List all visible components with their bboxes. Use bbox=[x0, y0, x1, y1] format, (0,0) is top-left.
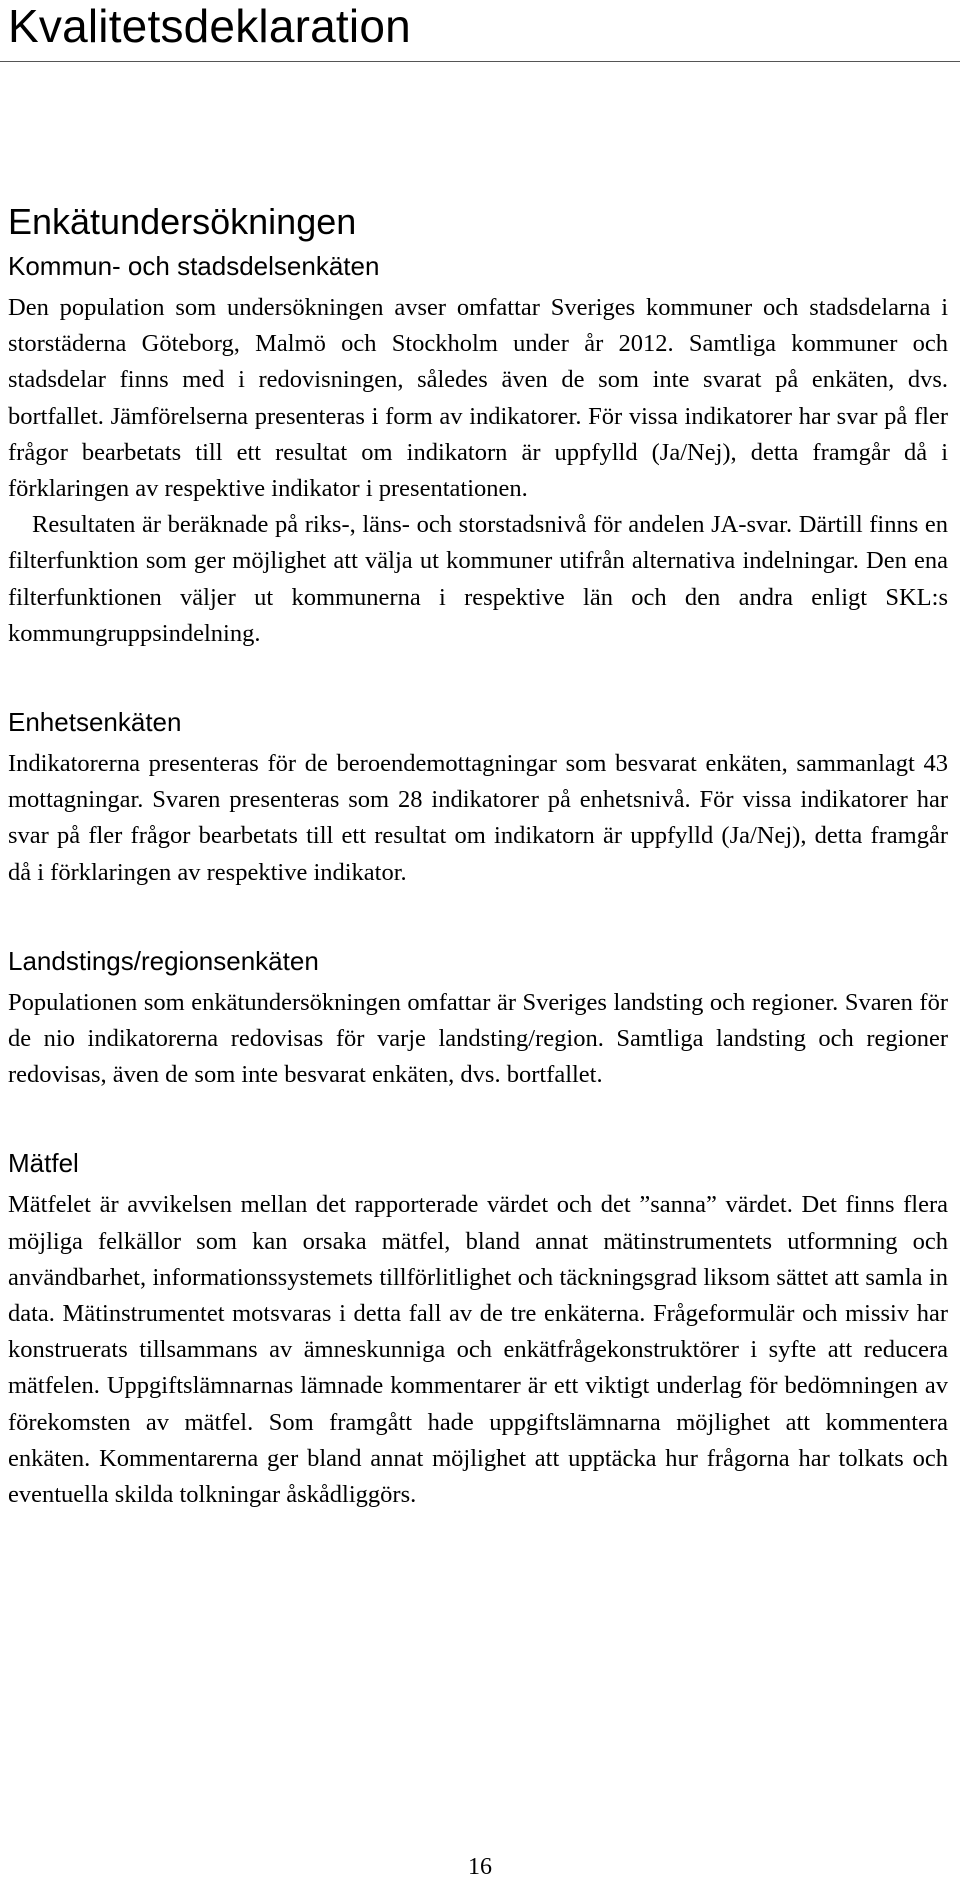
paragraph-matfel-1: Mätfelet är avvikelsen mellan det rapporterade värdet och det ”sanna” värdet. Det finns flera möjliga felkällor som kan orsaka mätfel, bland annat mätinstrumentets utformning och användbarhet, informationssystemets tillförlitlighet och täckningsgrad liksom sättet att samla in data. Mätinstrumentet motsvaras i detta fall av de tre enkäterna. Frågeformulär och missiv har konstruerats tillsammans av ämneskunniga och enkätfrågekonstruktörer i syfte att reducera mätfelen. Uppgiftslämnarnas lämnade kommentarer är ett viktigt underlag för bedömningen av förekomsten av mätfel. Som framgått hade uppgiftslämnarna möjlighet att kommentera enkäten. Kommentarerna ger bland annat möjlighet att upptäcka hur frågorna har tolkats och eventuella skilda tolkningar åskådliggörs. bbox=[8, 1191, 948, 1509]
paragraph-enhet-1: Indikatorerna presenteras för de beroendemottagningar som besvarat enkäten, sammanlagt 43 mottagningar. Svaren presenteras som 28 indikatorer på enhetsnivå. För vissa indikatorer har svar på fler frågor bearbetats till ett resultat om indikatorn är uppfylld (Ja/Nej), detta framgår då i förklaringen av respektive indikator. bbox=[8, 750, 948, 886]
section-title-enkatundersokningen: Enkätundersökningen bbox=[8, 201, 357, 242]
paragraph-kommun-1: Den population som undersökningen avser omfattar Sveriges kommuner och stadsdelarna i storstäderna Göteborg, Malmö och Stockholm under år 2012. Samtliga kommuner och stadsdelar finns med i redovisningen, således även de som inte svarat på enkäten, dvs. bortfallet. Jämförelserna presenteras i form av indikatorer. För vissa indikatorer har svar på fler frågor bearbetats till ett resultat om indikatorn är uppfylld (Ja/Nej), detta framgår då i förklaringen av respektive indikator i presentationen. bbox=[8, 294, 948, 503]
spacer bbox=[8, 652, 948, 706]
spacer bbox=[8, 891, 948, 945]
document-body bbox=[8, 200, 948, 1513]
subsection-title-matfel: Mätfel bbox=[8, 1148, 79, 1179]
subsection-title-landsting: Landstings/regionsenkäten bbox=[8, 945, 319, 976]
page-number: 16 bbox=[468, 1854, 492, 1880]
paragraph-kommun-2: Resultaten är beräknade på riks-, läns- och storstadsnivå för andelen JA-svar. Därtill finns en filterfunktion som ger möjlighet att välja ut kommuner utifrån alternativa indelningar. Den ena filterfunktionen väljer ut kommunerna i respektive län och den andra enligt SKL:s kommungruppsindelning. bbox=[8, 511, 948, 647]
page-title: Kvalitetsdeklaration bbox=[8, 0, 411, 52]
paragraph-landsting-1: Populationen som enkätundersökningen omfattar är Sveriges landsting och regioner. Svaren för de nio indikatorerna redovisas för varje landsting/region. Samtliga landsting och regioner redovisas, även de som inte besvarat enkäten, dvs. bortfallet. bbox=[8, 988, 948, 1089]
subsection-title-enhet: Enhetsenkäten bbox=[8, 707, 182, 738]
title-divider bbox=[0, 61, 960, 62]
spacer bbox=[8, 1093, 948, 1147]
subsection-title-kommun: Kommun- och stadsdelsenkäten bbox=[8, 251, 380, 281]
